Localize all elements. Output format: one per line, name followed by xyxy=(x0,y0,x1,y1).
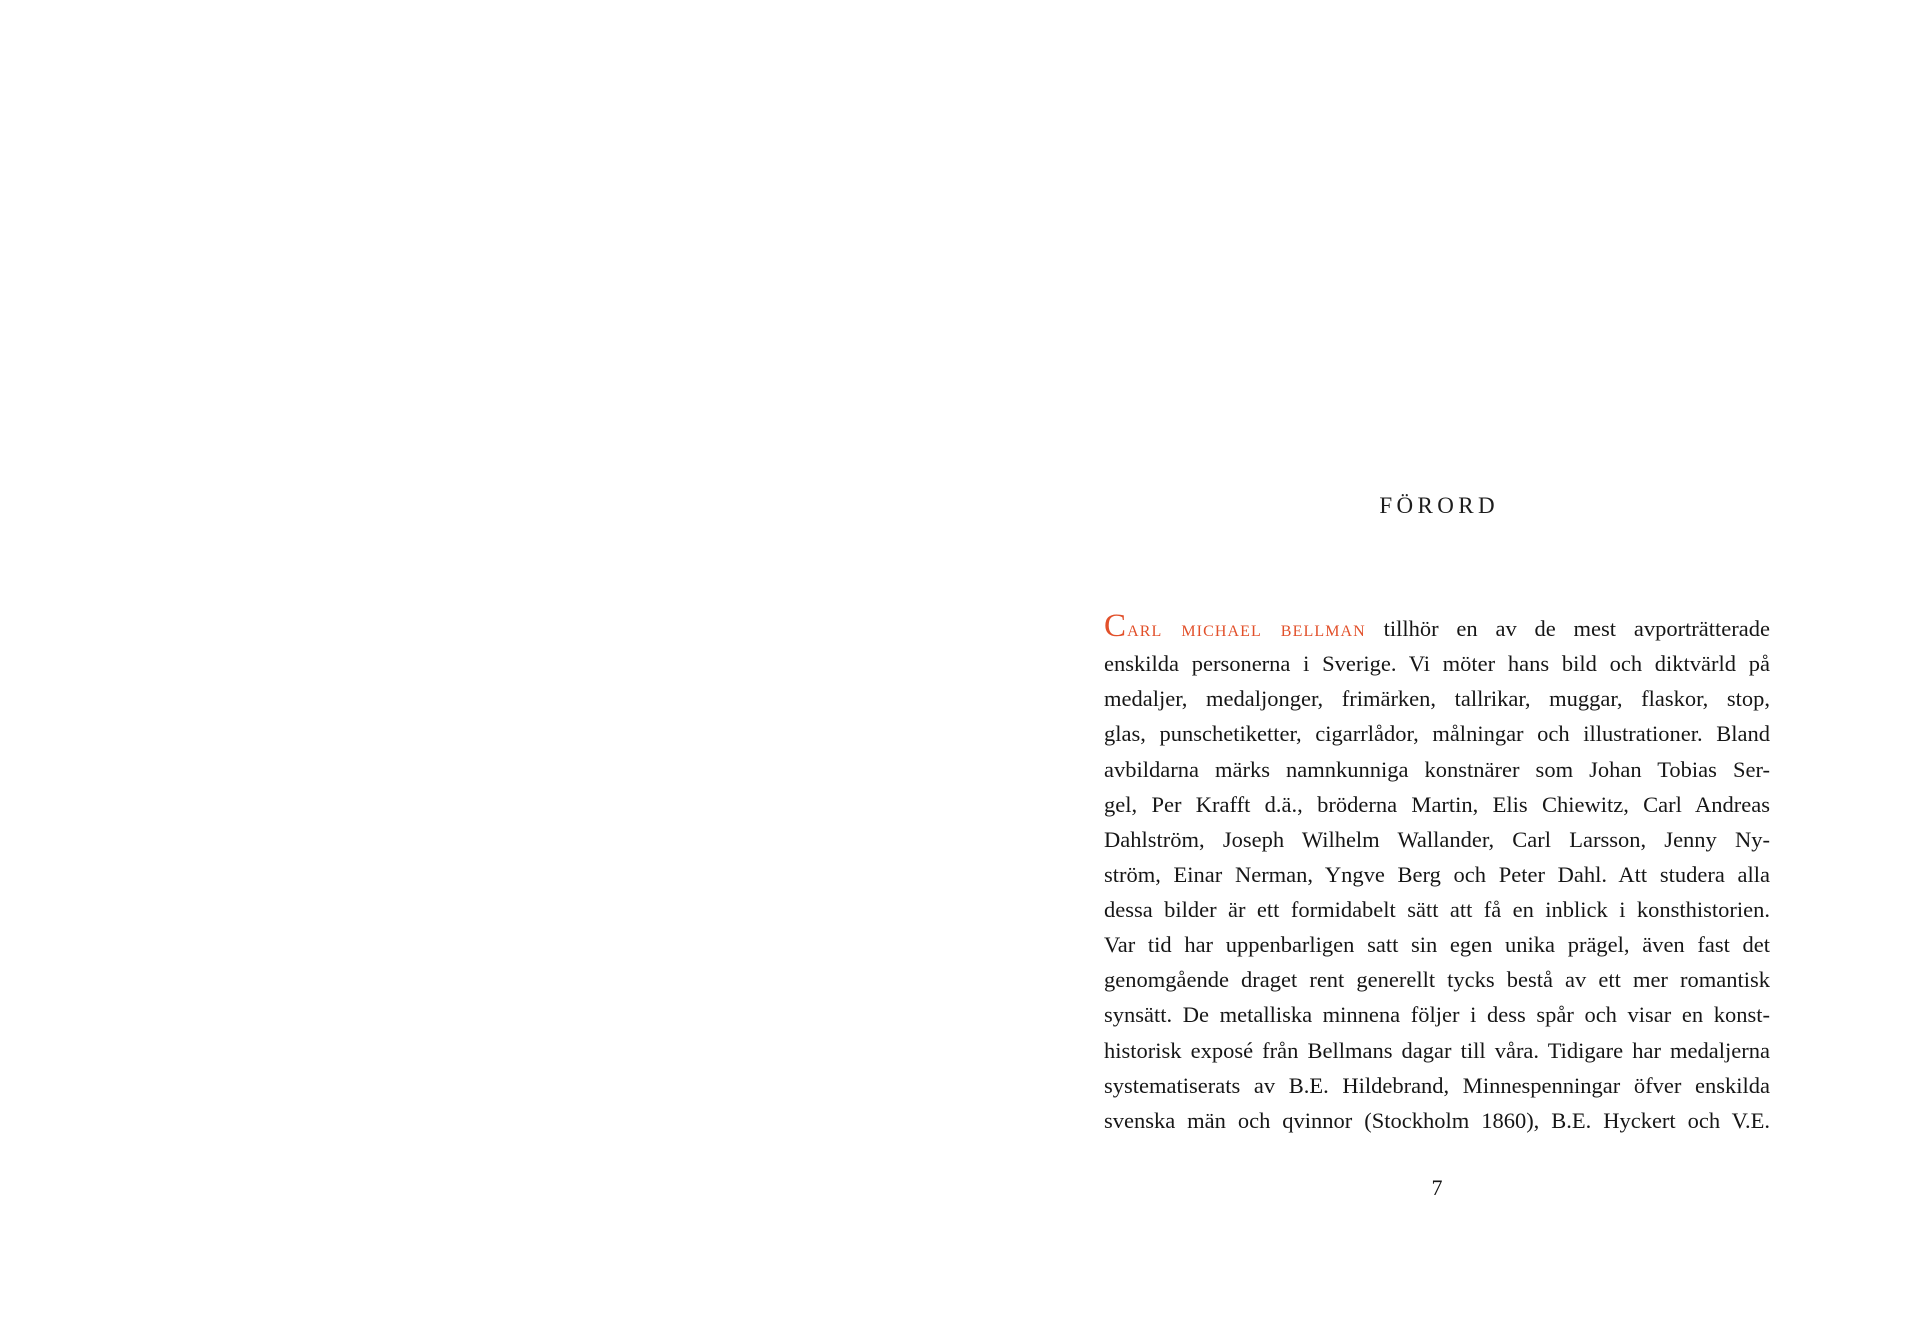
paragraph-line: Dahlström, Joseph Wilhelm Wallander, Carl Larsson, Jenny Ny- xyxy=(1104,826,1770,852)
paragraph-line: Var tid har uppenbarligen satt sin egen unika prägel, även fast det xyxy=(1104,932,1770,958)
paragraph-line: ström, Einar Nerman, Yngve Berg och Peter Dahl. Att studera alla xyxy=(1104,861,1770,887)
paragraph-line: dessa bilder är ett formidabelt sätt att få en inblick i konsthistorien. xyxy=(1104,897,1770,922)
paragraph-line: medaljer, medaljonger, frimärken, tallrikar, muggar, flaskor, stop, xyxy=(1104,686,1770,712)
paragraph-line: glas, punschetiketter, cigarrlådor, målningar och illustrationer. Bland xyxy=(1104,721,1770,747)
preface-title: FÖRORD xyxy=(1379,493,1500,518)
paragraph-line: svenska män och qvinnor (Stockholm 1860), B.E. Hyckert och V.E. xyxy=(1104,1107,1770,1133)
left-page-blank xyxy=(0,0,959,1337)
paragraph-line: historisk exposé från Bellmans dagar till våra. Tidigare har medaljerna xyxy=(1104,1037,1770,1063)
page-number: 7 xyxy=(1431,1175,1443,1200)
right-page xyxy=(960,0,1920,1337)
paragraph-line: enskilda personerna i Sverige. Vi möter hans bild och diktvärld på xyxy=(1104,651,1770,677)
preface-paragraph xyxy=(1104,608,1770,1138)
paragraph-line: avbildarna märks namnkunniga konstnärer som Johan Tobias Ser- xyxy=(1104,756,1770,782)
paragraph-line: systematiserats av B.E. Hildebrand, Minnespenningar öfver enskilda xyxy=(1104,1072,1770,1098)
paragraph-line: synsätt. De metalliska minnena följer i dess spår och visar en konst- xyxy=(1104,1002,1770,1028)
paragraph-line: genomgående draget rent generellt tycks bestå av ett mer romantisk xyxy=(1104,967,1770,993)
lead-in-small-caps: Carl michael bellman xyxy=(1104,608,1366,644)
paragraph-line: gel, Per Krafft d.ä., bröderna Martin, Elis Chiewitz, Carl Andreas xyxy=(1104,791,1770,817)
paragraph-line: Carl michael bellman tillhör en av de mest avporträtterade xyxy=(1104,608,1770,644)
lead-in-initial-cap: C xyxy=(1104,608,1128,644)
